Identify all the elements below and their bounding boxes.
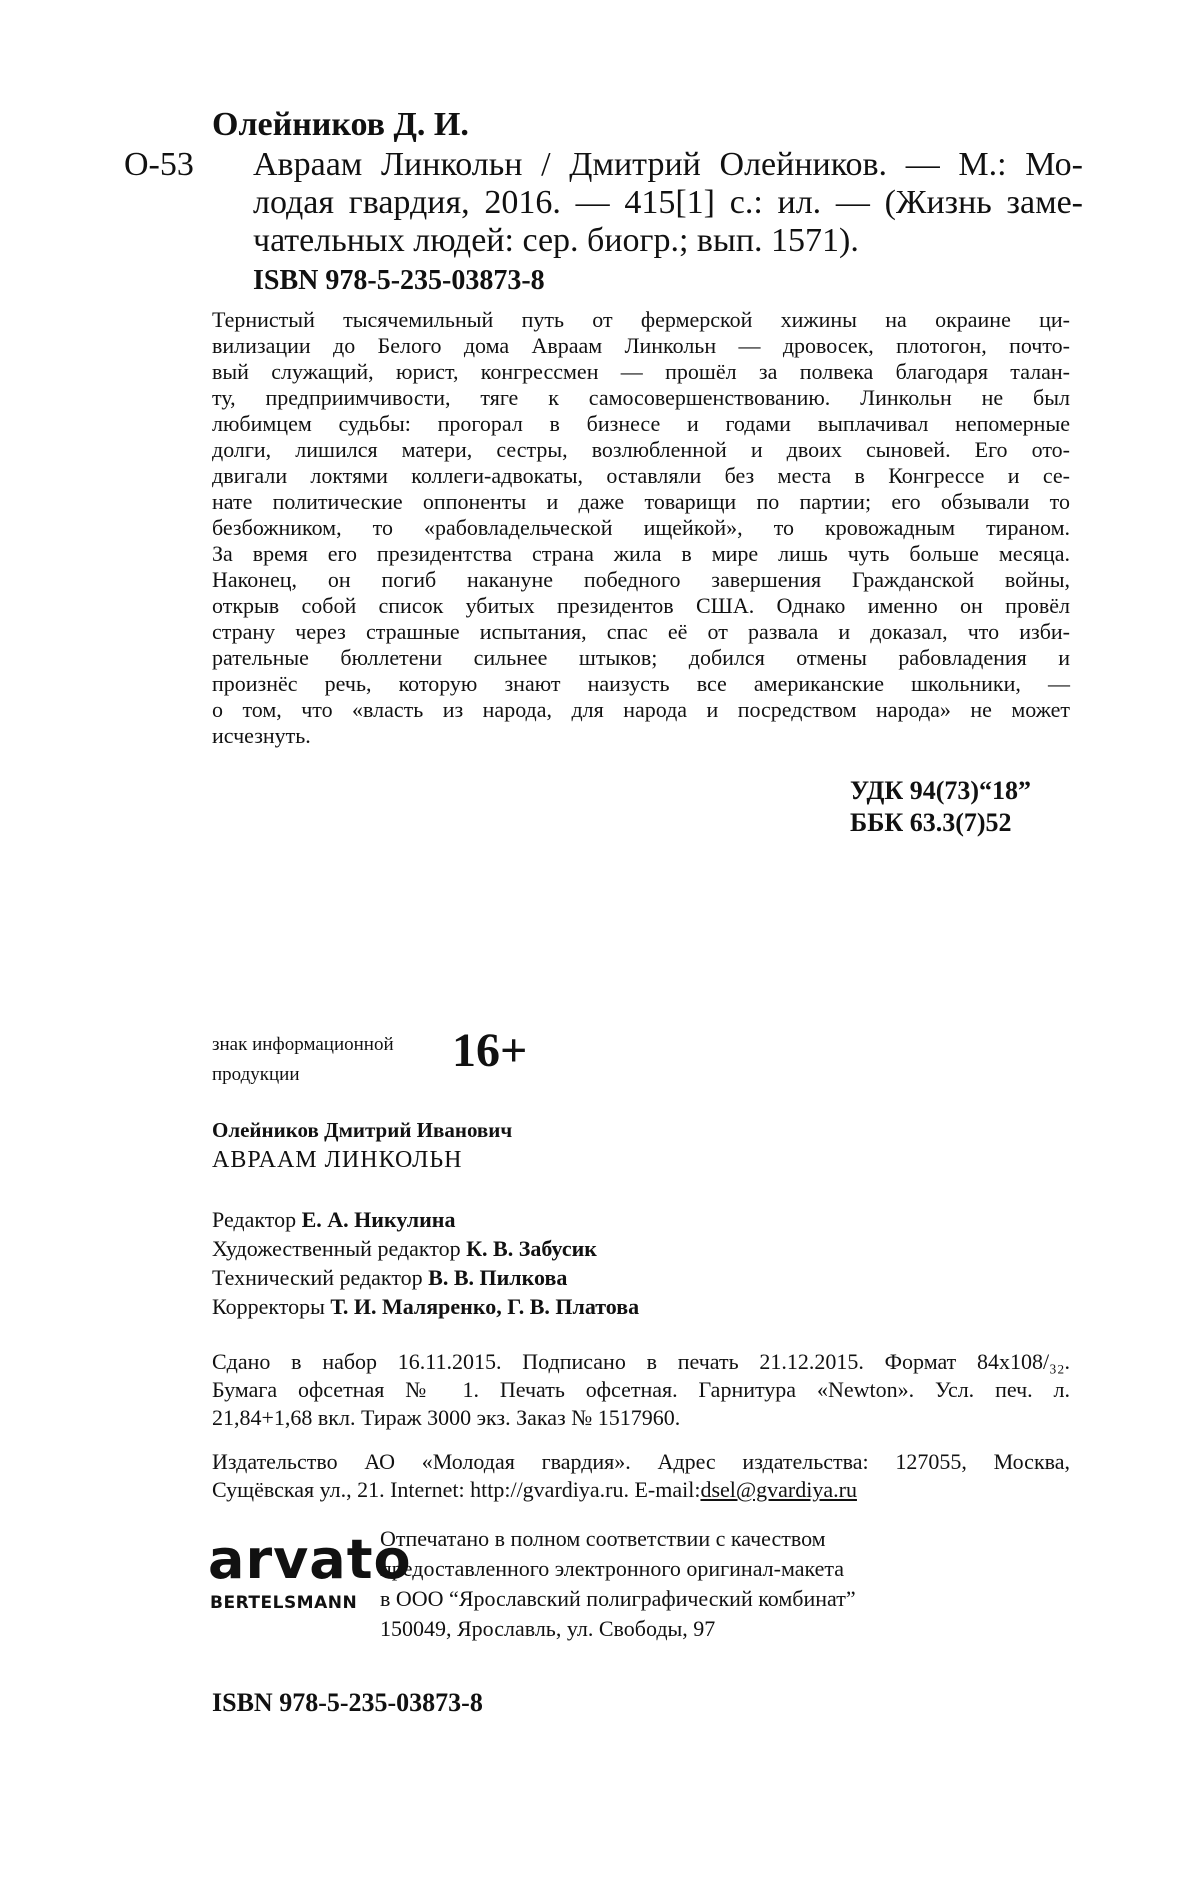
- print-data: [212, 1348, 1070, 1432]
- credit-name: К. В. Забусик: [466, 1236, 597, 1261]
- publisher-line: Издательство АО «Молодая гвардия». Адрес издательства: 127055, Москва,: [212, 1449, 1070, 1474]
- annotation-line: двигали локтями коллеги-адвокаты, оставляли без места в Конгрессе и се-: [212, 463, 1070, 488]
- annotation-line: Тернистый тысячемильный путь от фермерской хижины на окраине ци-: [212, 307, 1070, 332]
- credit-role: Художественный редактор: [212, 1236, 467, 1261]
- annotation-line: вилизации до Белого дома Авраам Линкольн — дровосек, плотогон, почто-: [212, 333, 1070, 358]
- bertelsmann-logo-text: BERTELSMANN: [210, 1593, 358, 1613]
- author-full-name: Олейников Дмитрий Иванович: [212, 1118, 513, 1142]
- annotation-line: любимцем судьбы: прогорал в бизнесе и годами выплачивал непомерные: [212, 411, 1070, 436]
- annotation-line: рательные бюллетени сильнее штыков; добился отмены рабовладения и: [212, 645, 1070, 670]
- arvato-logo: arvato: [208, 1528, 412, 1591]
- annotation-line: вый служащий, юрист, конгрессмен — прошёл за полвека благодаря талан-: [212, 359, 1070, 384]
- catalog-code: О-53: [124, 146, 194, 183]
- printer-info: [380, 1524, 856, 1644]
- credit-name: Т. И. Маляренко, Г. В. Платова: [330, 1294, 640, 1319]
- credit-role: Технический редактор: [212, 1265, 429, 1290]
- annotation-line: исчезнуть.: [212, 723, 311, 748]
- annotation-line: открыв собой список убитых президентов США. Однако именно он провёл: [212, 593, 1070, 618]
- printer-line: в ООО “Ярославский полиграфический комбинат”: [380, 1586, 856, 1611]
- annotation: [212, 307, 1070, 749]
- printer-line: Отпечатано в полном соответствии с качеством: [380, 1526, 826, 1551]
- age-mark-note: [212, 1030, 394, 1090]
- bbk-code: ББК 63.3(7)52: [850, 808, 1012, 837]
- print-data-line: Сдано в набор 16.11.2015. Подписано в печать 21.12.2015. Формат 84x108/₃₂.: [212, 1349, 1070, 1374]
- age-mark-value: 16+: [452, 1024, 528, 1077]
- annotation-line: Наконец, он погиб накануне победного завершения Гражданской войны,: [212, 567, 1070, 592]
- credit-line: [212, 1292, 639, 1321]
- annotation-line: долги, лишился матери, сестры, возлюбленной и двоих сыновей. Его ото-: [212, 437, 1070, 462]
- citation-line: Авраам Линкольн / Дмитрий Олейников. — М.: Мо-: [253, 146, 1083, 183]
- publisher-email-link[interactable]: dsel@gvardiya.ru: [700, 1477, 857, 1502]
- annotation-line: страну через страшные испытания, спас её от развала и доказал, что изби-: [212, 619, 1070, 644]
- credit-name: Е. А. Никулина: [301, 1207, 456, 1232]
- credit-line: [212, 1205, 639, 1234]
- citation-line: лодая гвардия, 2016. — 415[1] с.: ил. — (Жизнь заме-: [253, 184, 1083, 221]
- print-data-line: Бумага офсетная № 1. Печать офсетная. Гарнитура «Newton». Усл. печ. л.: [212, 1377, 1070, 1402]
- credit-line: [212, 1234, 639, 1263]
- credit-role: Корректоры: [212, 1294, 331, 1319]
- credit-name: В. В. Пилкова: [428, 1265, 568, 1290]
- annotation-line: произнёс речь, которую знают наизусть все американские школьники, —: [212, 671, 1070, 696]
- credit-role: Редактор: [212, 1207, 302, 1232]
- isbn-bottom: ISBN 978-5-235-03873-8: [212, 1688, 483, 1717]
- age-mark-note-line: продукции: [212, 1064, 300, 1085]
- udk-code: УДК 94(73)“18”: [850, 776, 1032, 805]
- annotation-line: За время его президентства страна жила в мире лишь чуть больше месяца.: [212, 541, 1070, 566]
- publisher-line: [212, 1476, 1070, 1504]
- citation-line: чательных людей: сер. биогр.; вып. 1571).: [253, 222, 859, 259]
- printer-line: предоставленного электронного оригинал-макета: [380, 1556, 845, 1581]
- isbn-top: ISBN 978-5-235-03873-8: [253, 265, 545, 296]
- book-title: АВРААМ ЛИНКОЛЬН: [212, 1147, 463, 1173]
- print-data-line: 21,84+1,68 вкл. Тираж 3000 экз. Заказ № 1517960.: [212, 1405, 681, 1430]
- age-mark-note-line: знак информационной: [212, 1034, 394, 1055]
- annotation-line: нате политические оппоненты и даже товарищи по партии; его обзывали то: [212, 489, 1070, 514]
- publisher-info: [212, 1448, 1070, 1504]
- author-heading: Олейников Д. И.: [212, 106, 469, 143]
- classification: [850, 775, 1031, 839]
- credits-list: [212, 1205, 639, 1321]
- credit-line: [212, 1263, 639, 1292]
- printer-line: 150049, Ярославль, ул. Свободы, 97: [380, 1616, 716, 1641]
- annotation-line: ту, предприимчивости, тяге к самосовершенствованию. Линкольн не был: [212, 385, 1070, 410]
- citation-block: [253, 146, 1083, 260]
- annotation-line: безбожником, то «рабовладельческой ищейкой», то кровожадным тираном.: [212, 515, 1070, 540]
- publisher-address: Сущёвская ул., 21. Internet: http://gvardiya.ru. E-mail:: [212, 1477, 701, 1502]
- annotation-line: о том, что «власть из народа, для народа и посредством народа» не может: [212, 697, 1070, 722]
